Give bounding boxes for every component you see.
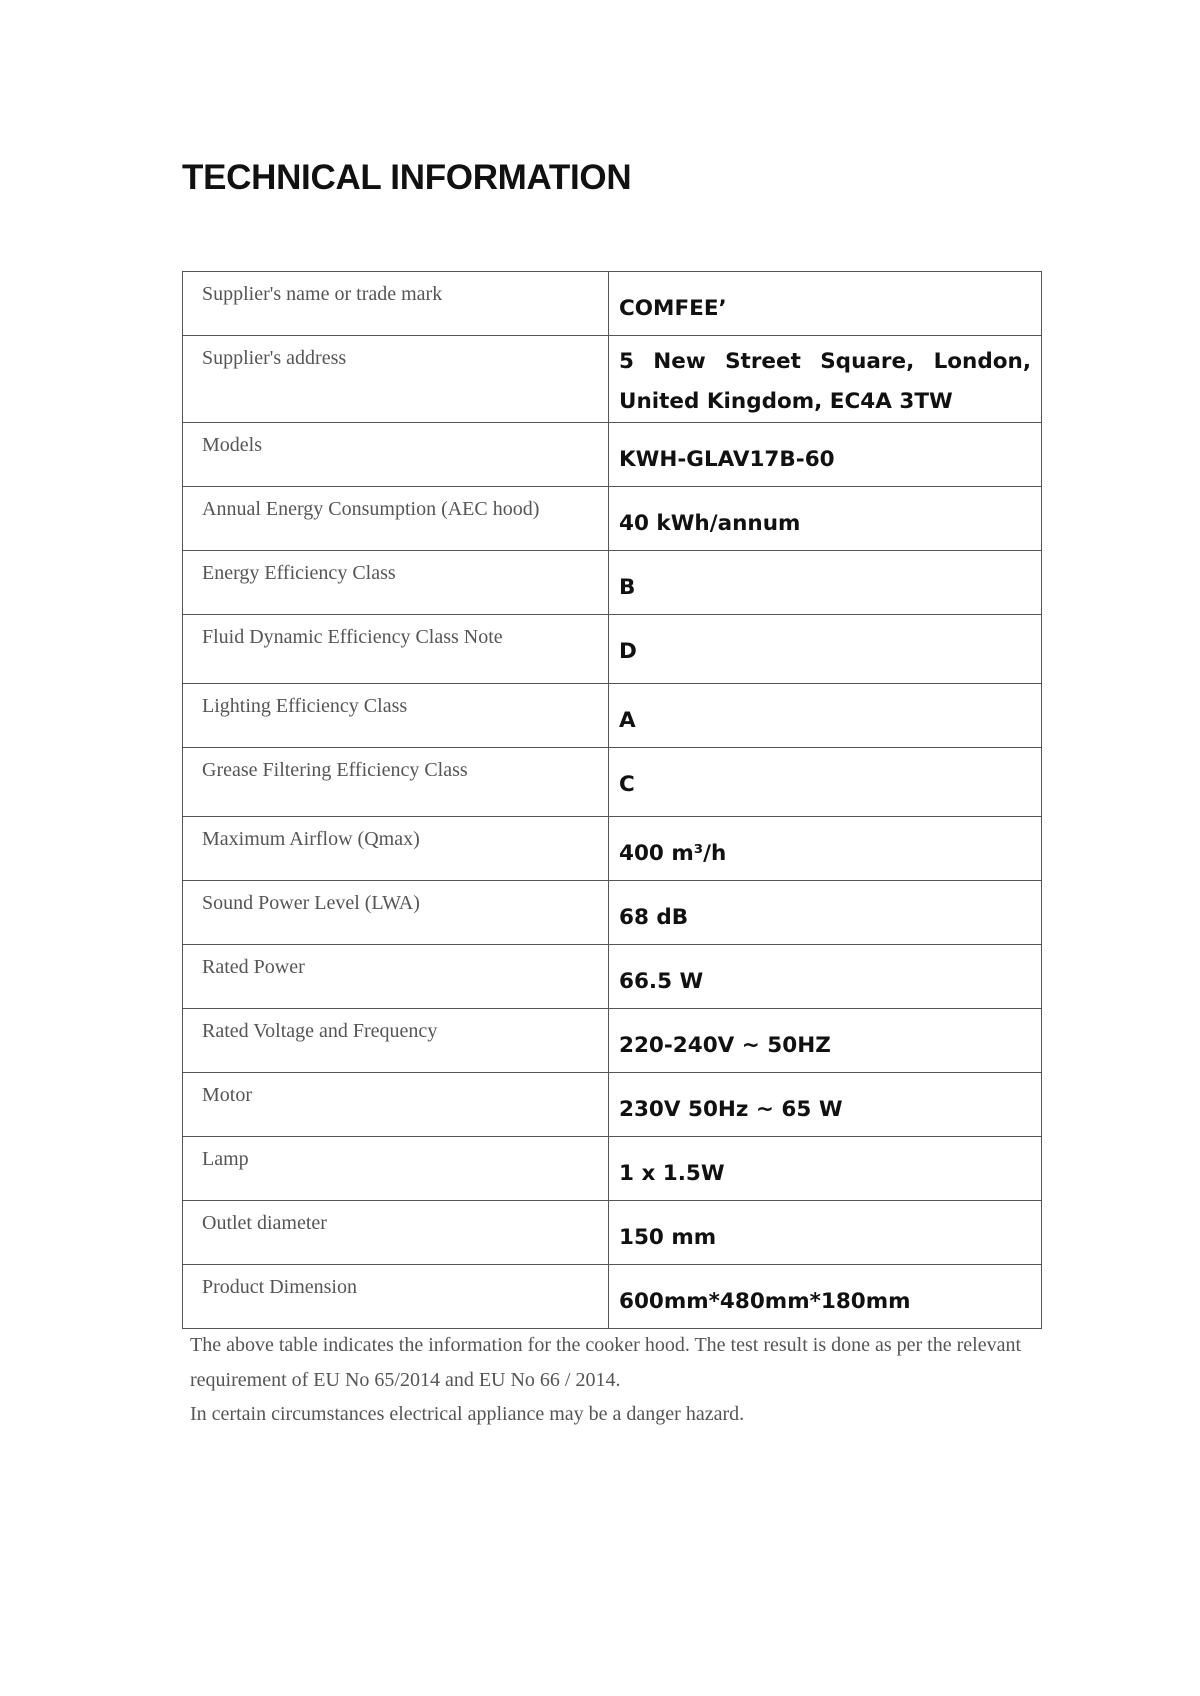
row-value: 5 New Street Square, London, United Kingdom, EC4A 3TW <box>609 336 1042 423</box>
row-label: Maximum Airflow (Qmax) <box>183 817 609 881</box>
row-value: 66.5 W <box>609 945 1042 1009</box>
row-value: KWH-GLAV17B-60 <box>609 423 1042 487</box>
row-label: Motor <box>183 1073 609 1137</box>
row-label: Fluid Dynamic Efficiency Class Note <box>183 615 609 684</box>
row-value: B <box>609 551 1042 615</box>
row-value: 230V 50Hz ~ 65 W <box>609 1073 1042 1137</box>
row-label: Supplier's name or trade mark <box>183 272 609 336</box>
footnote-hazard-warning: In certain circumstances electrical appliance may be a danger hazard. <box>190 1403 745 1425</box>
row-value: 68 dB <box>609 881 1042 945</box>
table-row <box>183 272 1042 336</box>
footnote-test-note: The above table indicates the information for the cooker hood. The test result is done as per the relevant requirement of EU No 65/2014 and EU No 66 / 2014. <box>190 1334 1022 1391</box>
table-row <box>183 615 1042 684</box>
row-label: Annual Energy Consumption (AEC hood) <box>183 487 609 551</box>
row-label: Grease Filtering Efficiency Class <box>183 748 609 817</box>
table-row <box>183 881 1042 945</box>
row-value: A <box>609 684 1042 748</box>
row-value: C <box>609 748 1042 817</box>
row-value: D <box>609 615 1042 684</box>
row-value: 40 kWh/annum <box>609 487 1042 551</box>
table-row <box>183 945 1042 1009</box>
page-title: TECHNICAL INFORMATION <box>182 158 632 197</box>
table-row <box>183 423 1042 487</box>
table-row <box>183 1009 1042 1073</box>
row-label: Rated Power <box>183 945 609 1009</box>
table-row <box>183 748 1042 817</box>
row-label: Product Dimension <box>183 1265 609 1329</box>
row-value: 220-240V ~ 50HZ <box>609 1009 1042 1073</box>
row-label: Lamp <box>183 1137 609 1201</box>
table-row <box>183 551 1042 615</box>
table-row <box>183 817 1042 881</box>
table-row <box>183 1265 1042 1329</box>
table-row <box>183 684 1042 748</box>
table-row <box>183 1201 1042 1265</box>
technical-information-table <box>182 271 1042 1329</box>
row-label: Models <box>183 423 609 487</box>
row-label: Lighting Efficiency Class <box>183 684 609 748</box>
row-label: Rated Voltage and Frequency <box>183 1009 609 1073</box>
row-value: 150 mm <box>609 1201 1042 1265</box>
table-row <box>183 487 1042 551</box>
row-label: Supplier's address <box>183 336 609 423</box>
footnote <box>190 1328 1030 1432</box>
row-value: 600mm*480mm*180mm <box>609 1265 1042 1329</box>
row-label: Outlet diameter <box>183 1201 609 1265</box>
row-value: COMFEE’ <box>609 272 1042 336</box>
table-row <box>183 336 1042 423</box>
row-value: 400 m³/h <box>609 817 1042 881</box>
table-row <box>183 1137 1042 1201</box>
table-row <box>183 1073 1042 1137</box>
row-value: 1 x 1.5W <box>609 1137 1042 1201</box>
row-label: Energy Efficiency Class <box>183 551 609 615</box>
row-label: Sound Power Level (LWA) <box>183 881 609 945</box>
